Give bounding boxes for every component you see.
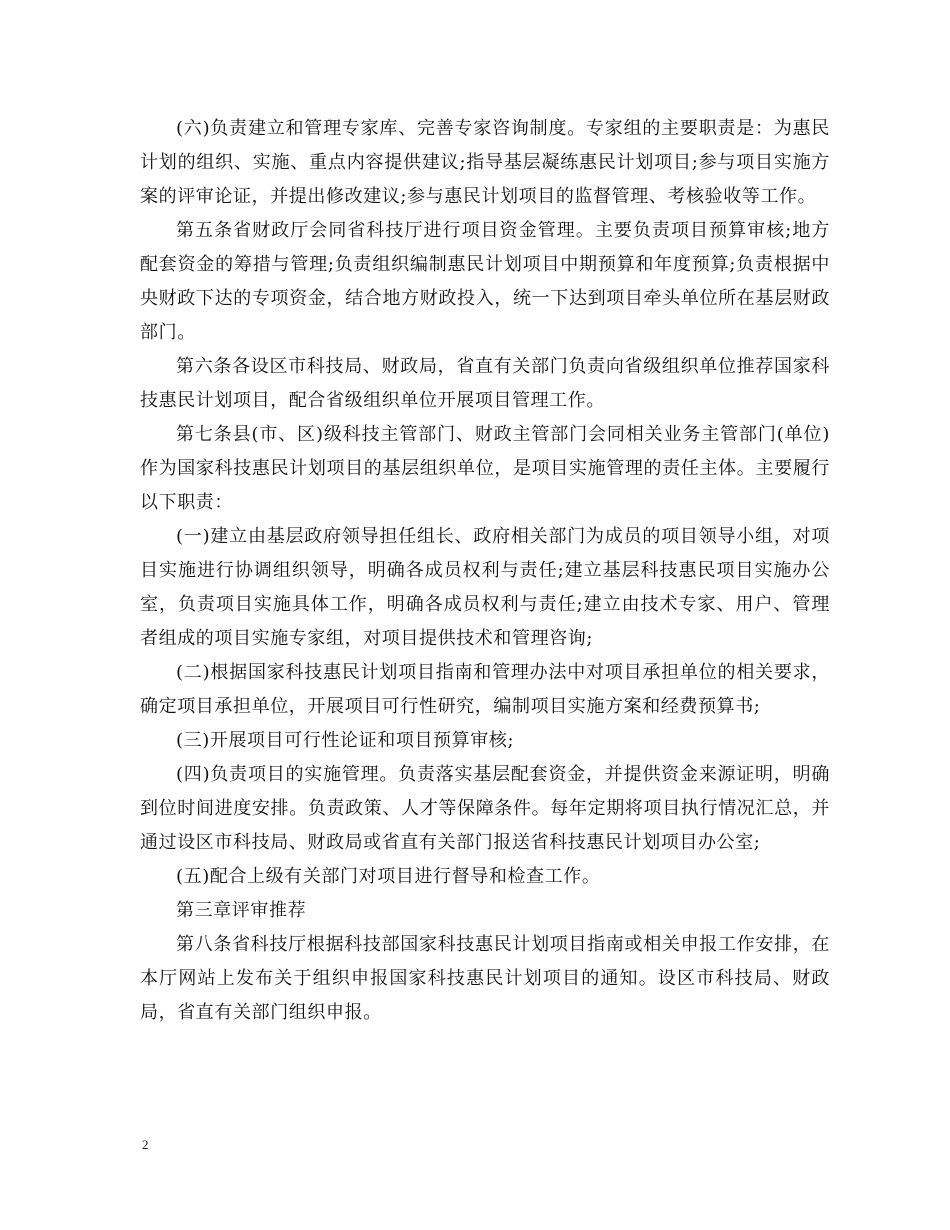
chapter-heading: 第三章评审推荐 (176, 900, 307, 921)
paragraph-article-5: 第五条省财政厅会同省科技厅进行项目资金管理。主要负责项目预算审核;地方配套资金的筹措与管理;负责组织编制惠民计划项目中期预算和年度预算;负责根据中央财政下达的专项资金，结合地方财政投入，统一下达到项目牵头单位所在基层财政部门。 (140, 220, 830, 343)
page-number: 2 (142, 1137, 149, 1152)
document-body (140, 112, 830, 1030)
paragraph-article-6: 第六条各设区市科技局、财政局，省直有关部门负责向省级组织单位推荐国家科技惠民计划项目，配合省级组织单位开展项目管理工作。 (140, 356, 830, 411)
paragraph-duty-1: (一)建立由基层政府领导担任组长、政府相关部门为成员的项目领导小组，对项目实施进行协调组织领导，明确各成员权利与责任;建立基层科技惠民项目实施办公室，负责项目实施具体工作，明确各成员权利与责任;建立由技术专家、用户、管理者组成的项目实施专家组，对项目提供技术和管理咨询; (140, 526, 830, 649)
paragraph-article-7: 第七条县(市、区)级科技主管部门、财政主管部门会同相关业务主管部门(单位)作为国家科技惠民计划项目的基层组织单位，是项目实施管理的责任主体。主要履行以下职责： (140, 424, 830, 513)
paragraph-article-8: 第八条省科技厅根据科技部国家科技惠民计划项目指南或相关申报工作安排，在本厅网站上发布关于组织申报国家科技惠民计划项目的通知。设区市科技局、财政局，省直有关部门组织申报。 (140, 934, 830, 1023)
paragraph-duty-2: (二)根据国家科技惠民计划项目指南和管理办法中对项目承担单位的相关要求，确定项目承担单位，开展项目可行性研究，编制项目实施方案和经费预算书; (140, 662, 830, 717)
paragraph-duty-4: (四)负责项目的实施管理。负责落实基层配套资金，并提供资金来源证明，明确到位时间进度安排。负责政策、人才等保障条件。每年定期将项目执行情况汇总，并通过设区市科技局、财政局或省直有关部门报送省科技惠民计划项目办公室; (140, 764, 830, 853)
paragraph-duty-5: (五)配合上级有关部门对项目进行督导和检查工作。 (176, 866, 601, 887)
paragraph-expert-group-duties: (六)负责建立和管理专家库、完善专家咨询制度。专家组的主要职责是：为惠民计划的组织、实施、重点内容提供建议;指导基层凝练惠民计划项目;参与项目实施方案的评审论证，并提出修改建议;参与惠民计划项目的监督管理、考核验收等工作。 (140, 118, 830, 207)
paragraph-duty-3: (三)开展项目可行性论证和项目预算审核; (176, 730, 515, 751)
